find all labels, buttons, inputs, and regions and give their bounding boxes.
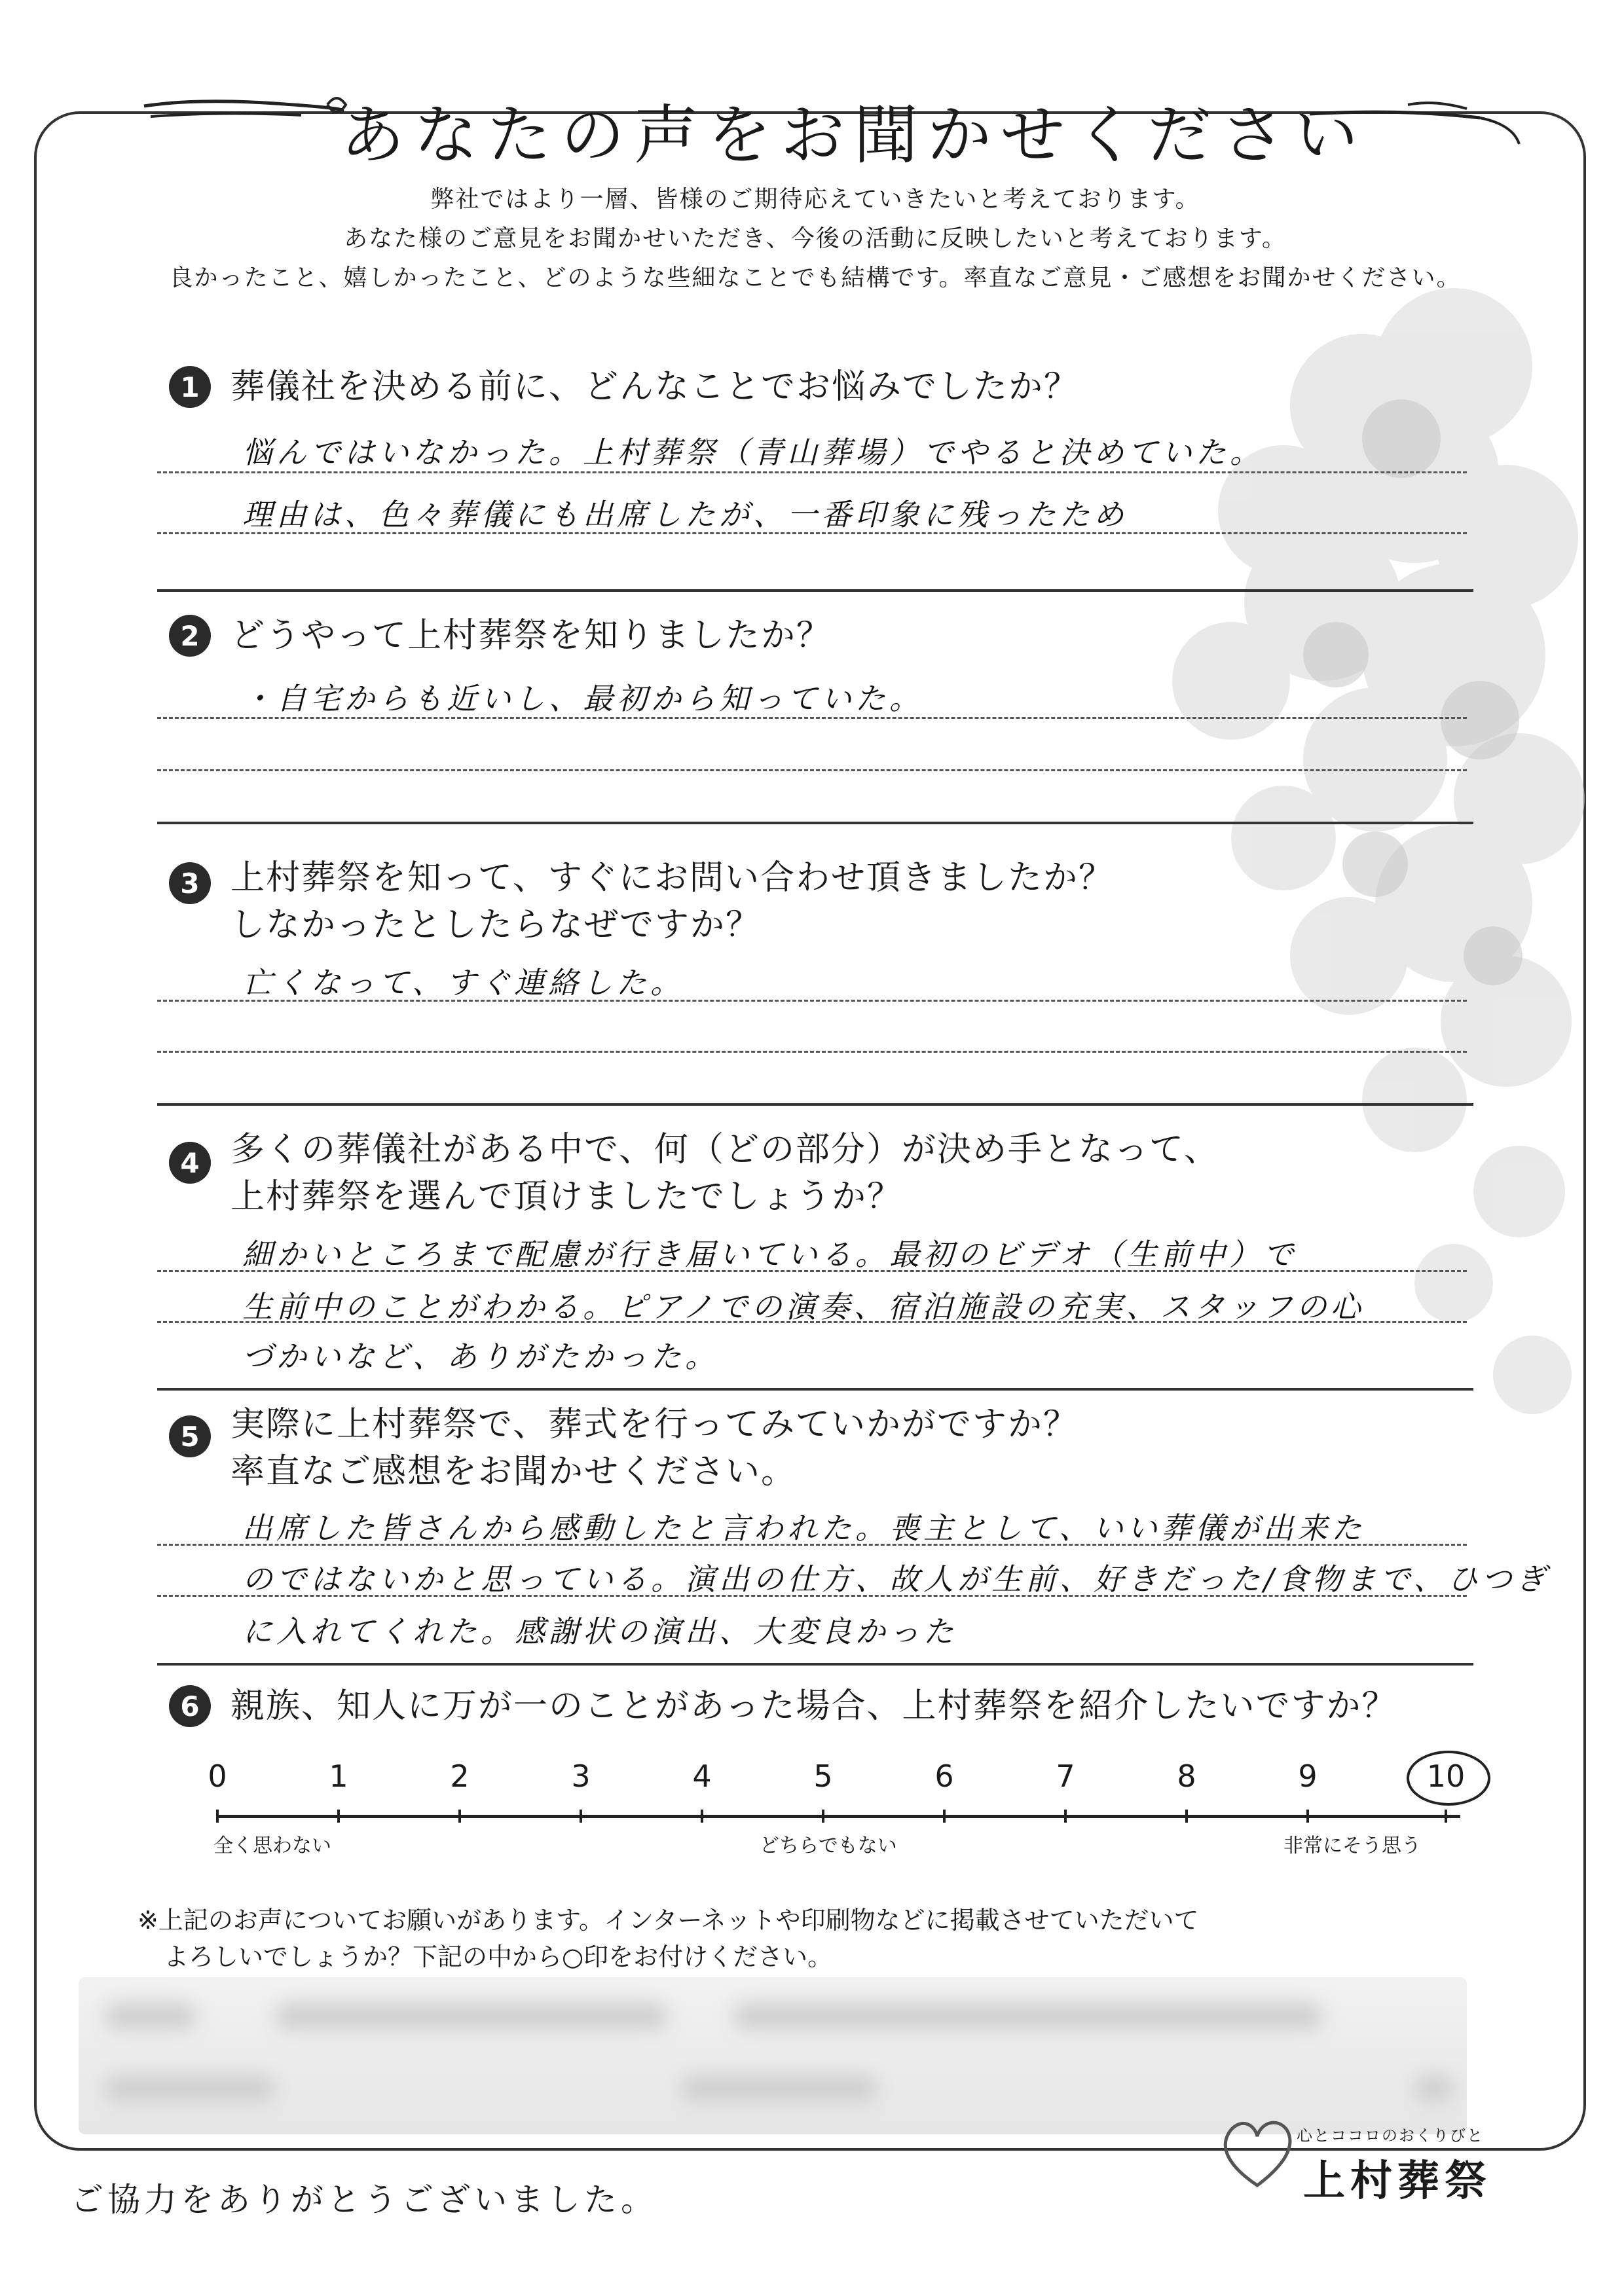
scale-tick xyxy=(822,1810,824,1823)
blurred-mark xyxy=(105,2003,196,2030)
section-divider xyxy=(157,589,1473,592)
title-banner xyxy=(0,65,1624,173)
scale-high-label: 非常にそう思う xyxy=(1283,1834,1421,1857)
scale-mid-label: どちらでもない xyxy=(760,1834,897,1857)
scale-tick xyxy=(1185,1810,1188,1823)
blurred-consent-options xyxy=(79,1977,1467,2134)
scale-tick xyxy=(1306,1810,1309,1823)
blurred-mark xyxy=(1414,2075,1454,2102)
question-number-badge: 5 xyxy=(169,1415,211,1457)
answer-line xyxy=(157,1544,1467,1546)
handwritten-answer: 生前中のことがわかる。ピアノでの演奏、宿泊施設の充実、スタッフの心 xyxy=(242,1289,1365,1324)
scale-value-5: 5 xyxy=(813,1758,833,1794)
answer-line xyxy=(157,471,1467,473)
scale-tick xyxy=(580,1810,582,1823)
scale-low-label: 全く思わない xyxy=(213,1834,331,1857)
handwritten-answer: に入れてくれた。感謝状の演出、大変良かった xyxy=(242,1614,957,1649)
answer-line xyxy=(157,769,1467,771)
question-text: 葬儀社を決める前に、どんなことでお悩みでしたか？ xyxy=(231,367,1080,407)
scale-tick xyxy=(1064,1810,1067,1823)
blurred-mark xyxy=(105,2075,275,2102)
handwritten-answer: 亡くなって、すぐ連絡した。 xyxy=(242,965,685,1000)
rating-scale xyxy=(208,1758,1473,1866)
section-divider xyxy=(157,822,1473,824)
intro-line: 弊社ではより一層、皆様のご期待応えていきたいと考えております。 xyxy=(430,186,1200,213)
publication-consent-note xyxy=(138,1902,1199,1975)
scale-value-10: 10 xyxy=(1426,1758,1466,1794)
scale-value-2: 2 xyxy=(450,1758,470,1794)
scale-value-4: 4 xyxy=(692,1758,712,1794)
question-text: 実際に上村葬祭で、葬式を行ってみていかがですか？ xyxy=(231,1405,1079,1444)
scale-value-6: 6 xyxy=(934,1758,954,1794)
handwritten-answer: 細かいところまで配慮が行き届いている。最初のビデオ（生前中）で xyxy=(242,1237,1298,1272)
answer-line xyxy=(157,1595,1467,1597)
question-text: しなかったとしたらなぜですか？ xyxy=(231,905,762,945)
question-number-badge: 2 xyxy=(169,615,211,657)
section-divider xyxy=(157,1663,1473,1666)
brand-tagline: 心とココロのおくりびと xyxy=(1297,2126,1484,2145)
scale-value-3: 3 xyxy=(571,1758,591,1794)
note-line: よろしいでしょうか？下記の中から○印をお付けください。 xyxy=(164,1942,833,1971)
handwritten-answer: づかいなど、ありがたかった。 xyxy=(242,1339,719,1374)
answer-line xyxy=(157,717,1467,719)
selected-value-circle xyxy=(1407,1751,1490,1806)
question-number-badge: 3 xyxy=(169,862,211,904)
scale-value-7: 7 xyxy=(1056,1758,1075,1794)
scale-tick xyxy=(1445,1810,1447,1823)
question-text: 上村葬祭を知って、すぐにお問い合わせ頂きましたか？ xyxy=(231,858,1114,898)
scale-tick xyxy=(701,1810,703,1823)
handwritten-answer: のではないかと思っている。演出の仕方、故人が生前、好きだった/食物まで、ひつぎ xyxy=(242,1561,1550,1597)
section-divider xyxy=(157,1388,1473,1391)
intro-text xyxy=(105,180,1526,298)
brand-heart-logo xyxy=(1215,2113,1300,2192)
scale-value-1: 1 xyxy=(329,1758,348,1794)
scale-value-9: 9 xyxy=(1298,1758,1318,1794)
thank-you-text: ご協力をありがとうございました。 xyxy=(71,2181,657,2219)
scale-value-0: 0 xyxy=(208,1758,227,1794)
handwritten-answer: 悩んではいなかった。上村葬祭（青山葬場）でやると決めていた。 xyxy=(242,435,1264,470)
note-line: ※上記のお声についてお願いがあります。インターネットや印刷物などに掲載させていただいて xyxy=(138,1906,1199,1935)
question-text: 率直なご感想をお聞かせください。 xyxy=(231,1452,797,1491)
scale-value-8: 8 xyxy=(1177,1758,1196,1794)
answer-line xyxy=(157,1000,1467,1002)
intro-line: あなた様のご意見をお聞かせいただき、今後の活動に反映したいと考えております。 xyxy=(344,225,1287,252)
question-number-badge: 6 xyxy=(169,1685,211,1727)
answer-line xyxy=(157,532,1467,534)
section-divider xyxy=(157,1103,1473,1106)
question-number-badge: 4 xyxy=(169,1142,211,1184)
question-text: 上村葬祭を選んで頂けましたでしょうか？ xyxy=(231,1177,903,1216)
blurred-mark xyxy=(275,2003,668,2030)
answer-line xyxy=(157,1051,1467,1053)
blurred-mark xyxy=(733,2003,1323,2030)
intro-line: 良かったこと、嬉しかったこと、どのような些細なことでも結構です。率直なご意見・ご感想をお聞かせください。 xyxy=(169,264,1462,291)
scale-axis xyxy=(216,1815,1460,1818)
question-text: 多くの葬儀社がある中で、何（どの部分）が決め手となって、 xyxy=(231,1130,1219,1169)
scale-tick xyxy=(216,1810,219,1823)
handwritten-answer: 出席した皆さんから感動したと言われた。喪主として、いい葬儀が出来た xyxy=(242,1510,1366,1546)
handwritten-answer: 理由は、色々葬儀にも出席したが、一番印象に残ったため xyxy=(242,497,1128,532)
brand-name: 上村葬祭 xyxy=(1303,2157,1492,2206)
question-text: どうやって上村葬祭を知りましたか？ xyxy=(231,616,832,655)
scale-tick xyxy=(337,1810,340,1823)
blurred-mark xyxy=(681,2075,877,2102)
answer-line xyxy=(157,1321,1467,1323)
answer-line xyxy=(157,1270,1467,1272)
scale-tick xyxy=(458,1810,461,1823)
question-text: 親族、知人に万が一のことがあった場合、上村葬祭を紹介したいですか？ xyxy=(231,1686,1397,1726)
page-title: あなたの声をお聞かせください xyxy=(341,98,1368,173)
scale-tick xyxy=(943,1810,946,1823)
handwritten-answer: ・自宅からも近いし、最初から知っていた。 xyxy=(242,681,923,716)
question-number-badge: 1 xyxy=(169,366,211,408)
